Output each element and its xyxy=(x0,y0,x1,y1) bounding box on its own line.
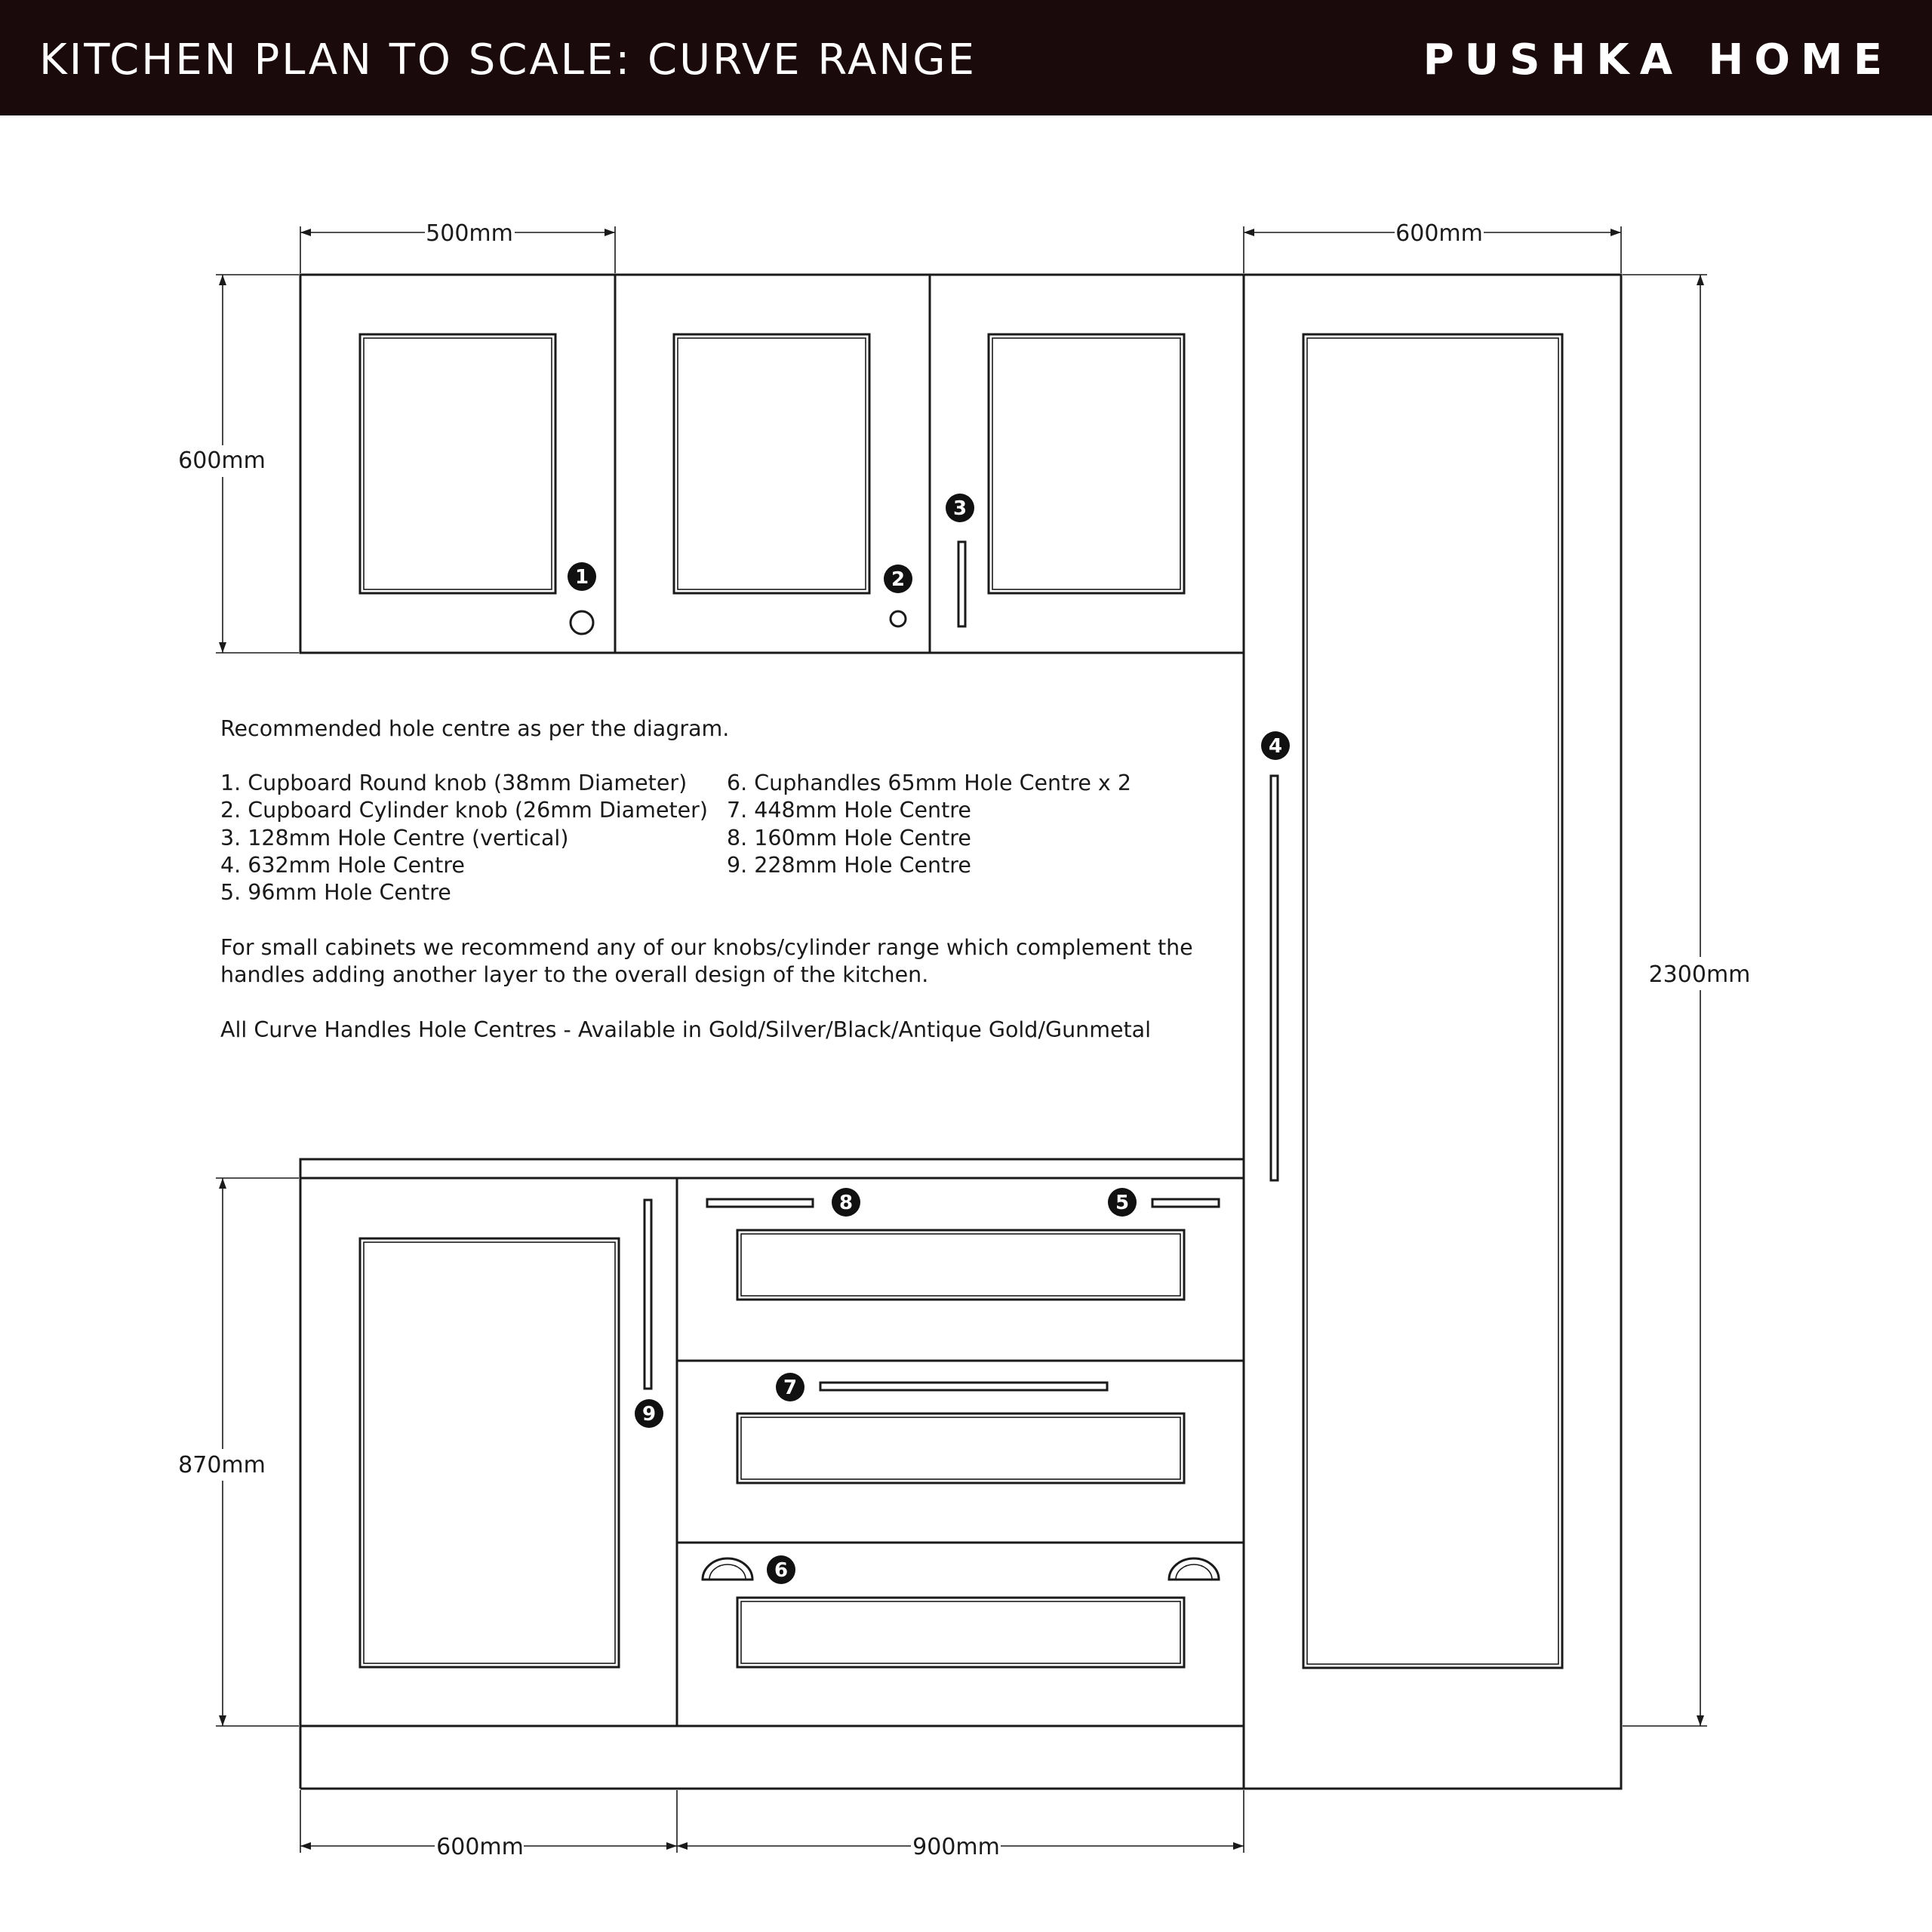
dim-wall-height-label: 600mm xyxy=(178,448,266,474)
base-units-outline xyxy=(300,1178,1244,1726)
dim-arrow xyxy=(1697,275,1704,285)
dim-arrow xyxy=(1244,229,1254,236)
note-item-6: 6. Cuphandles 65mm Hole Centre x 2 xyxy=(727,771,1131,795)
wall-units-outline xyxy=(300,275,1244,653)
cup-handle-left-inner xyxy=(709,1564,746,1580)
base-door-panel xyxy=(360,1238,619,1667)
dim-arrow xyxy=(677,1842,688,1850)
notes-intro: Recommended hole centre as per the diagram. xyxy=(220,716,730,741)
wall-door-panel-1 xyxy=(360,334,555,593)
tall-unit xyxy=(1244,275,1621,1789)
drawer-panel-3-inner xyxy=(741,1601,1180,1663)
note-small-cabinets-line-1: For small cabinets we recommend any of our knobs/cylinder range which complement the xyxy=(220,935,1193,960)
notes-list-right xyxy=(727,770,1131,879)
page-title: KITCHEN PLAN TO SCALE: CURVE RANGE xyxy=(39,35,977,85)
notes-small-cabinets xyxy=(220,934,1193,989)
notes-availability: All Curve Handles Hole Centres - Available in Gold/Silver/Black/Antique Gold/Gunmetal xyxy=(220,1017,1152,1042)
drawer-panel-2-inner xyxy=(741,1417,1180,1479)
worktop xyxy=(300,1159,1244,1178)
dim-arrow xyxy=(219,642,226,653)
dim-arrow xyxy=(1611,229,1621,236)
notes-list-left xyxy=(220,770,708,906)
badge-6-label: 6 xyxy=(774,1559,789,1582)
dim-base-door-width-label: 600mm xyxy=(436,1834,524,1860)
dim-arrow xyxy=(605,229,615,236)
note-item-9: 9. 228mm Hole Centre xyxy=(727,852,971,878)
wall-door-panel-2-inner xyxy=(678,338,866,589)
drawer-panel-1 xyxy=(737,1230,1184,1300)
cup-handle-right-inner xyxy=(1176,1564,1212,1580)
badge-3-label: 3 xyxy=(952,497,968,520)
drawer-panel-2 xyxy=(737,1414,1184,1483)
drawer-panel-3 xyxy=(737,1598,1184,1667)
brand-logo: PUSHKA HOME xyxy=(1423,35,1893,85)
note-item-1: 1. Cupboard Round knob (38mm Diameter) xyxy=(220,771,688,795)
cylinder-knob-icon xyxy=(891,611,906,626)
drawer-panel-1-inner xyxy=(741,1234,1180,1296)
round-knob-icon xyxy=(571,611,593,634)
dim-arrow xyxy=(666,1842,677,1850)
dim-drawer-width-label: 900mm xyxy=(912,1834,1000,1860)
note-item-5: 5. 96mm Hole Centre xyxy=(220,880,451,906)
base-door-handle-228-icon xyxy=(645,1200,651,1389)
tall-door-panel-inner xyxy=(1307,338,1558,1664)
note-item-7: 7. 448mm Hole Centre xyxy=(727,798,971,823)
drawer-handle-448-icon xyxy=(820,1383,1107,1390)
wall-door-panel-2 xyxy=(674,334,869,593)
base-units xyxy=(300,1159,1621,1789)
vertical-handle-128-icon xyxy=(958,542,965,626)
dim-base-height-label: 870mm xyxy=(178,1452,266,1478)
dim-arrow xyxy=(300,229,311,236)
badge-2-label: 2 xyxy=(891,568,906,591)
note-item-4: 4. 632mm Hole Centre xyxy=(220,852,465,878)
badge-7-label: 7 xyxy=(783,1377,798,1399)
wall-units xyxy=(300,275,1244,653)
dim-wall-width-label: 500mm xyxy=(426,220,513,247)
wall-door-panel-3 xyxy=(989,334,1184,593)
dim-arrow xyxy=(219,1178,226,1189)
dim-tall-width-label: 600mm xyxy=(1395,220,1483,247)
base-door-panel-inner xyxy=(364,1242,615,1663)
wall-door-panel-1-inner xyxy=(364,338,552,589)
tall-unit-outline xyxy=(1244,275,1621,1789)
dim-tall-height-label: 2300mm xyxy=(1648,961,1751,988)
drawer-handle-96-icon xyxy=(1152,1199,1219,1207)
drawer-handle-160-icon xyxy=(707,1199,813,1207)
note-item-8: 8. 160mm Hole Centre xyxy=(727,825,971,851)
dim-arrow xyxy=(1233,1842,1244,1850)
badge-4-label: 4 xyxy=(1268,735,1283,758)
badge-8-label: 8 xyxy=(838,1192,854,1214)
dim-arrow xyxy=(219,1715,226,1726)
badge-5-label: 5 xyxy=(1115,1192,1130,1214)
dim-arrow xyxy=(1697,1715,1704,1726)
tall-handle-632-icon xyxy=(1271,776,1278,1180)
wall-door-panel-3-inner xyxy=(992,338,1180,589)
note-item-3: 3. 128mm Hole Centre (vertical) xyxy=(220,825,569,851)
note-small-cabinets-line-2: handles adding another layer to the overall design of the kitchen. xyxy=(220,962,929,988)
badge-1-label: 1 xyxy=(574,566,589,589)
note-item-2: 2. Cupboard Cylinder knob (26mm Diameter) xyxy=(220,798,709,823)
tall-door-panel xyxy=(1303,334,1562,1668)
dim-arrow xyxy=(300,1842,311,1850)
dim-arrow xyxy=(219,275,226,285)
badge-9-label: 9 xyxy=(641,1403,657,1426)
